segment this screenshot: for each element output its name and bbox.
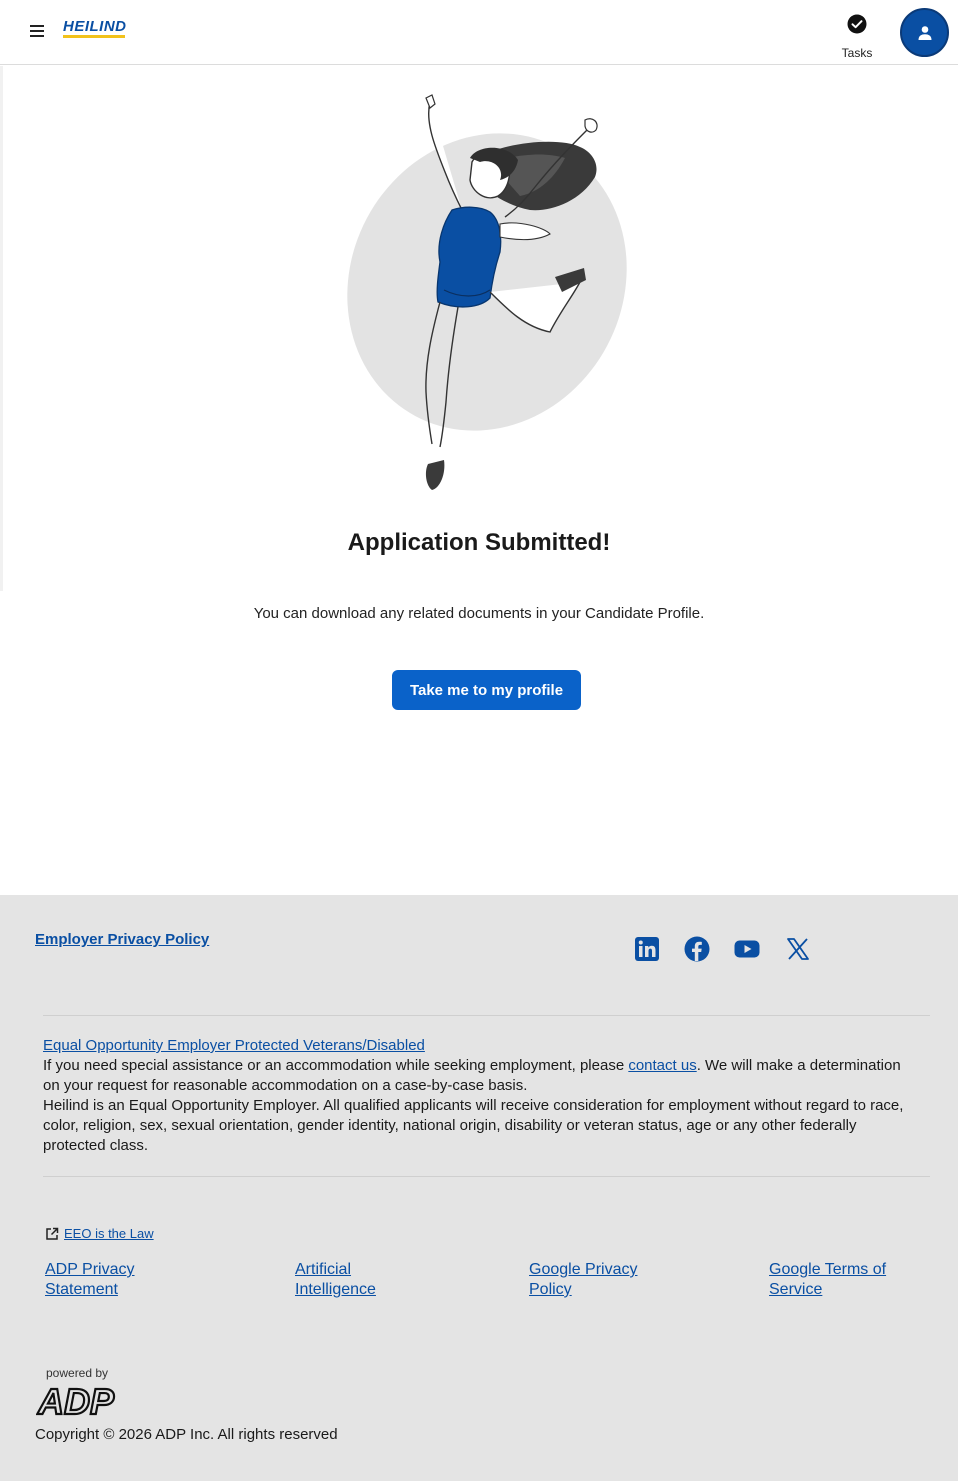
- external-link-icon: [45, 1227, 59, 1241]
- copyright: Copyright © 2026 ADP Inc. All rights reserved: [35, 1426, 338, 1443]
- google-terms-of-service-link[interactable]: Google Terms of Service: [769, 1261, 887, 1298]
- eeo-text-part-2: . We will make a determination on your request for reasonable accommodation on a case-by-case basis.: [43, 1057, 901, 1094]
- footer-divider-bottom: [43, 1176, 930, 1177]
- footer-divider-top: [43, 1015, 930, 1016]
- footer: [0, 895, 958, 1481]
- check-circle-icon: [847, 14, 867, 34]
- employer-privacy-policy-link[interactable]: Employer Privacy Policy: [35, 931, 210, 948]
- adp-logo: [36, 1381, 116, 1421]
- eeo-text-part-3: Heilind is an Equal Opportunity Employer. All qualified applicants will receive consideration for employment without regard to race, color, religion, sex, sexual orientation, gender identity, national origin, disability or veteran status, age or any other federally protected class.: [43, 1097, 904, 1154]
- eeo-is-the-law-link[interactable]: EEO is the Law: [64, 1226, 154, 1241]
- svg-text:ADP: ADP: [37, 1381, 115, 1421]
- artificial-intelligence-link[interactable]: Artificial Intelligence: [295, 1261, 376, 1298]
- tasks-label: Tasks: [841, 46, 873, 60]
- celebration-illustration: [340, 92, 640, 497]
- youtube-icon[interactable]: [734, 936, 760, 962]
- facebook-icon[interactable]: [684, 936, 710, 962]
- adp-privacy-statement-link[interactable]: ADP Privacy Statement: [45, 1261, 135, 1298]
- google-privacy-policy-link[interactable]: Google Privacy Policy: [529, 1261, 638, 1298]
- hamburger-menu-icon[interactable]: [28, 22, 48, 40]
- user-avatar-button[interactable]: [900, 8, 949, 57]
- eeo-is-the-law[interactable]: [45, 1226, 154, 1241]
- eeo-statement: [43, 1036, 913, 1156]
- left-edge-shadow: [0, 66, 3, 591]
- person-icon: [917, 25, 933, 41]
- heilind-logo[interactable]: HEILIND: [63, 18, 127, 35]
- eeo-text-part-1: If you need special assistance or an accommodation while seeking employment, please: [43, 1057, 629, 1074]
- page-title: Application Submitted!: [347, 529, 611, 556]
- logo-underline: [63, 35, 125, 38]
- contact-us-link[interactable]: contact us: [628, 1057, 697, 1074]
- powered-by-label: powered by: [46, 1366, 109, 1380]
- tasks-button[interactable]: [836, 14, 878, 60]
- go-to-profile-button[interactable]: Take me to my profile: [392, 670, 581, 710]
- linkedin-icon[interactable]: [634, 936, 660, 962]
- eeo-protected-veterans-link[interactable]: Equal Opportunity Employer Protected Veterans/Disabled: [43, 1037, 425, 1054]
- x-icon[interactable]: [785, 936, 811, 962]
- page-subtitle: You can download any related documents in your Candidate Profile.: [253, 605, 705, 622]
- top-header: [0, 0, 958, 65]
